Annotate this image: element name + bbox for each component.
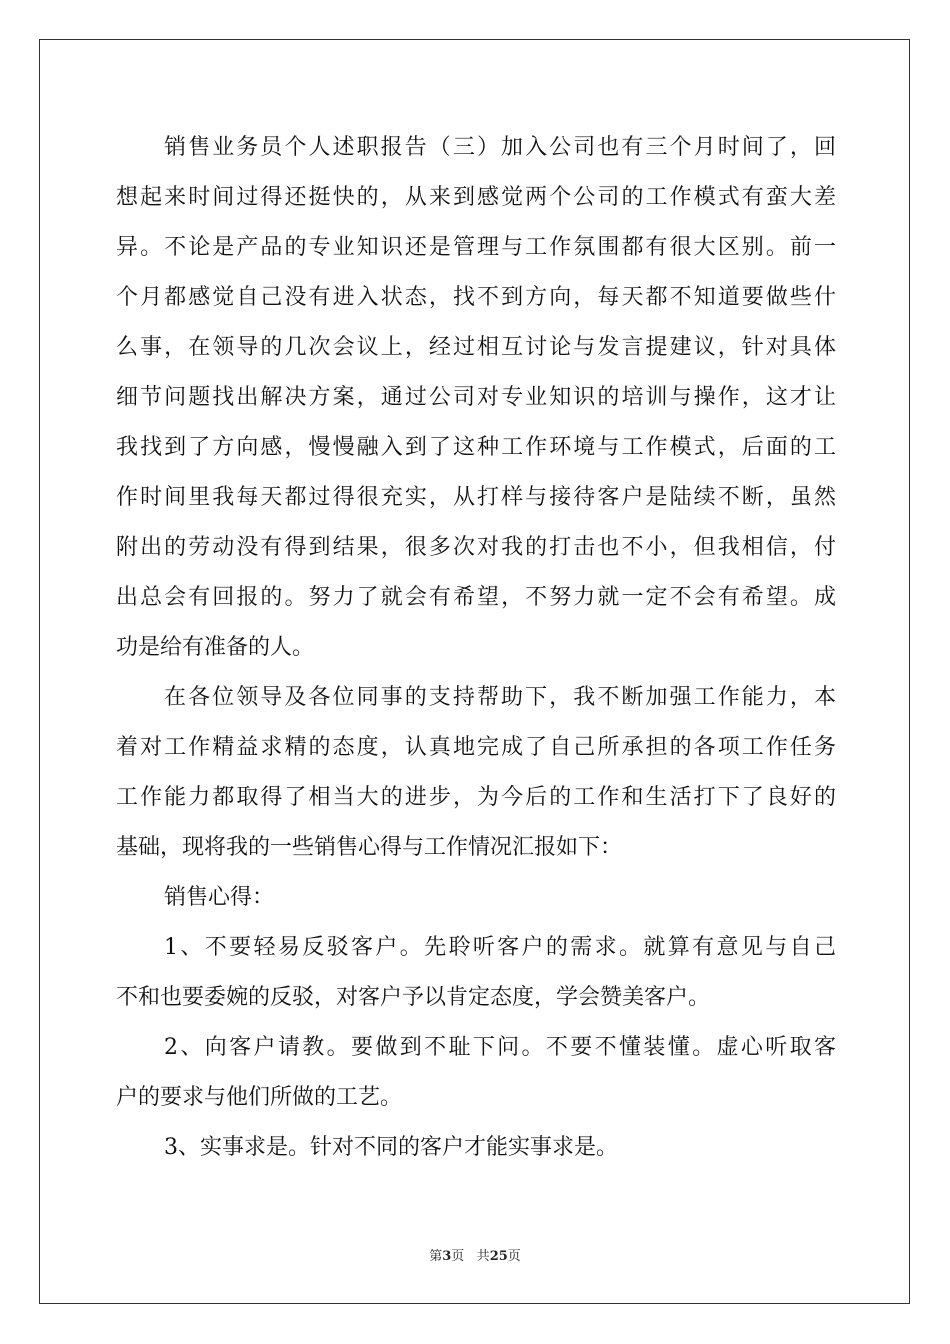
text-line: 异。不论是产品的专业知识还是管理与工作氛围都有很大区别。前一 [116, 235, 836, 260]
text-line: 销售心得： [164, 885, 275, 910]
page-border [39, 39, 910, 1304]
text-line: 出总会有回报的。努力了就会有希望，不努力就一定不会有希望。成 [116, 585, 836, 610]
page-number: 3 [442, 1249, 452, 1264]
total-pages: 25 [489, 1249, 508, 1264]
text-line: 功是给有准备的人。 [116, 635, 315, 660]
text-line: 着对工作精益求精的态度，认真地完成了自己所承担的各项工作任务 [116, 735, 836, 760]
text-line: 3、实事求是。针对不同的客户才能实事求是。 [164, 1135, 618, 1160]
text-line: 2、向客户请教。要做到不耻下问。不要不懂装懂。虚心听取客 [164, 1035, 836, 1060]
text-line: 1、不要轻易反驳客户。先聆听客户的需求。就算有意见与自己 [164, 935, 836, 960]
page-footer [0, 1245, 950, 1264]
text-line: 我找到了方向感，慢慢融入到了这种工作环境与工作模式，后面的工 [116, 435, 836, 460]
text-line: 户的要求与他们所做的工艺。 [116, 1085, 403, 1110]
text-line: 基础，现将我的一些销售心得与工作情况汇报如下： [116, 835, 623, 860]
text-line: 不和也要委婉的反驳，对客户予以肯定态度，学会赞美客户。 [116, 985, 711, 1010]
page-suffix: 页 [451, 1249, 465, 1264]
total-prefix: 共 [476, 1249, 490, 1264]
page-prefix: 第 [429, 1249, 443, 1264]
text-line: 么事，在领导的几次会议上，经过相互讨论与发言提建议，针对具体 [116, 335, 836, 360]
text-line: 细节问题找出解决方案，通过公司对专业知识的培训与操作，这才让 [116, 385, 836, 410]
text-line: 销售业务员个人述职报告（三）加入公司也有三个月时间了，回 [164, 135, 836, 160]
text-line: 作时间里我每天都过得很充实，从打样与接待客户是陆续不断，虽然 [116, 485, 836, 510]
total-suffix: 页 [507, 1249, 521, 1264]
text-line: 想起来时间过得还挺快的，从来到感觉两个公司的工作模式有蛮大差 [116, 185, 836, 210]
text-line: 在各位领导及各位同事的支持帮助下，我不断加强工作能力，本 [164, 685, 836, 710]
text-line: 个月都感觉自己没有进入状态，找不到方向，每天都不知道要做些什 [116, 285, 836, 310]
text-line: 工作能力都取得了相当大的进步，为今后的工作和生活打下了良好的 [116, 785, 836, 810]
text-line: 附出的劳动没有得到结果，很多次对我的打击也不小，但我相信，付 [116, 535, 836, 560]
